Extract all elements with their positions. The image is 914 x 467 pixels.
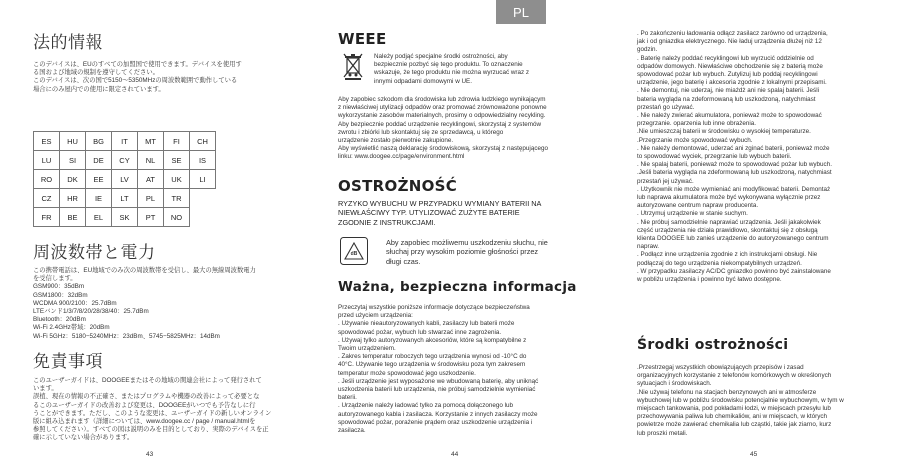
text-line: Aby wyświetlić naszą deklarację środowiskową, skorzystaj z następującego [338, 145, 548, 153]
text-line: bezpiecznie pozbyć się tego produktu. To oznaczenie [374, 61, 523, 69]
list-item: . Podłącz inne urządzenia zgodnie z ich instrukcjami obsługi. Nie [637, 251, 818, 259]
table-row [34, 208, 216, 227]
text-line: 場合にのみ屋内での使用に限定されています。 [33, 85, 165, 93]
text-line: ZGODNIE Z INSTRUKCJAMI. [338, 217, 436, 227]
legal-info-text [33, 61, 283, 94]
text-line: 版に組み込まれます（詳細については、www.doogee.cc / page / manual.htmlを [33, 418, 256, 426]
country-code: LI [190, 170, 216, 189]
country-code: SE [164, 151, 190, 170]
list-item: urządzenie, jego baterię i akcesoria zgodnie z lokalnymi przepisami. [637, 79, 827, 87]
list-item: napraw. [637, 243, 660, 251]
text-line: このデバイスは、次の国で5150〜5350MHzの周波数範囲で動作している [33, 77, 238, 85]
weee-title: WEEE [338, 30, 387, 48]
list-item: . Nie spalaj baterii, ponieważ może to spowodować pożar lub wybuch. [637, 161, 832, 169]
text-line: を受信します。 [33, 275, 77, 283]
hearing-text [386, 238, 586, 266]
country-code: FR [34, 208, 60, 227]
country-code: PL [138, 189, 164, 208]
text-line: wskazuje, że tego produktu nie można wyrzucać wraz z [374, 69, 530, 77]
page-number: 43 [146, 451, 154, 458]
text-line: GSM1800：32dBm [33, 291, 88, 299]
text-line: spowodować pożar, wybuch lub stwarzać inne zagrożenia. [338, 328, 502, 336]
list-item: lub naprawa akumulatora może być wykonywana wyłącznie przez [637, 194, 821, 202]
country-code: LT [112, 189, 138, 208]
text-line: organizacyjnych korzystanie z telefonów komórkowych w określonych [637, 372, 832, 380]
list-item: . Utrzymuj urządzenie w stanie suchym. [637, 210, 748, 218]
country-code: CY [112, 151, 138, 170]
list-item: w pobliżu urządzenia i powinno być łatwo dostępne. [637, 276, 782, 284]
text-line: うことができます。ただし、このような変更は、ユーザーガイドの新しいオンライン [33, 409, 272, 417]
battery-safety-list [637, 30, 877, 284]
table-row [34, 132, 216, 151]
srodki-title: Środki ostrożności [637, 337, 789, 353]
list-item: . W przypadku zasilaczy AC/DC gniazdko powinno być zainstalowane [637, 267, 831, 275]
text-line: る国および地域の規制を遵守してください。 [33, 69, 159, 77]
table-row [34, 189, 216, 208]
text-line: Przeczytaj wszystkie poniższe informacje dotyczące bezpieczeństwa [338, 304, 530, 311]
country-code: HR [60, 189, 86, 208]
text-line: . Używanie nieautoryzowanych kabli, zasilaczy lub baterii może [338, 320, 515, 328]
list-item: jak i od gniazdka elektrycznego. Nie ładuj urządzenia dłużej niż 12 [637, 38, 822, 46]
text-line: .Przestrzegaj wszystkich obowiązujących przepisów i zasad [637, 364, 804, 371]
list-item: .Przegrzanie może spowodować wybuch. [637, 136, 753, 144]
text-line: wykorzystanie zasobów materialnych, prosimy o odpowiedzialny recykling. [338, 112, 546, 120]
text-line: urządzenie zostało pierwotnie zakupione. [338, 137, 454, 145]
text-line: Należy podjąć specjalne środki ostrożności, aby [374, 53, 508, 60]
text-line: 確に示していない場合があります。 [33, 434, 134, 442]
disclaimer-text [33, 377, 283, 443]
country-code: IS [190, 151, 216, 170]
language-tab: PL [496, 0, 546, 24]
country-code: CZ [34, 189, 60, 208]
text-line: RYZYKO WYBUCHU W PRZYPADKU WYMIANY BATERII NA [338, 199, 542, 208]
text-line: WCDMA 900/2100：25.7dBm [33, 299, 117, 307]
country-code: LU [34, 151, 60, 170]
text-line: このデバイスは、EUのすべての加盟国で使用できます。デバイスを使用す [33, 61, 242, 68]
list-item: . Nie należy zwierać akumulatora, ponieważ może to spowodować [637, 112, 822, 120]
country-code: DE [86, 151, 112, 170]
weee-notice [374, 53, 574, 86]
hearing-icon-label: dB [350, 251, 358, 257]
country-code-table [33, 131, 216, 227]
text-line: .Nie używaj telefonu na stacjach benzynowych ani w atmosferze [637, 388, 817, 396]
text-line: Bluetooth：20dBm [33, 316, 86, 324]
text-line: lub proszki metali. [637, 429, 688, 437]
list-item: autoryzowane centrum napraw producenta. [637, 202, 759, 210]
text-line: powietrze może zawierać chemikalia lub cząstki, takie jak ziarno, kurz [637, 421, 832, 429]
country-code: FI [164, 132, 190, 151]
text-line: temperatur może spowodować jego uszkodzenie. [338, 369, 476, 377]
text-line: długi czas. [386, 256, 421, 266]
list-item: klienta DOOGEE lub zanieś urządzenie do autoryzowanego centrum [637, 235, 829, 243]
list-item: . Nie próbuj samodzielnie naprawiać urządzenia. Jeśli jakakolwiek [637, 218, 821, 226]
country-code: NO [164, 208, 190, 227]
page-number: 44 [451, 451, 459, 458]
country-code: MT [138, 132, 164, 151]
text-line: 参照してください）。すべての図は説明のみを目的としており、実際のデバイスを正 [33, 426, 269, 434]
list-item: przestań go używać. [637, 103, 695, 111]
text-line: wybuchowej lub w pobliżu środowisku potencjalnie wybuchowym, w tym w [637, 396, 844, 404]
ostroznosc-title: OSTROŻNOŚĆ [338, 177, 458, 195]
disclaimer-title: 免責事項 [33, 352, 103, 372]
text-line: zasilacza. [338, 427, 366, 435]
empty-cell [190, 189, 216, 208]
country-code: LV [112, 170, 138, 189]
country-code: CH [190, 132, 216, 151]
environment-link[interactable]: linku: www.doogee.cc/page/environment.html [338, 153, 465, 161]
text-line: GSM900：35dBm [33, 283, 85, 291]
list-item: . Po zakończeniu ładowania odłącz zasilacz zarówno od urządzenia, [637, 30, 828, 37]
text-line: . Urządzenie należy ładować tylko za pomocą dołączonego lub [338, 402, 514, 410]
list-item: odpadów domowych. Niewłaściwe obchodzenie się z baterią może [637, 62, 823, 70]
hearing-warning-icon [340, 237, 368, 265]
list-item: . Baterię należy poddać recyklingowi lub wyrzucić oddzielnie od [637, 54, 814, 62]
crossed-bin-icon [342, 52, 364, 80]
country-code: IE [86, 189, 112, 208]
country-code: TR [164, 189, 190, 208]
text-line: Wi-Fi 5GHz：5180−5240MHz：23dBm、5745−5825MHz：14dBm [33, 332, 220, 340]
country-code: DK [60, 170, 86, 189]
text-line: この携帯電話は、EU地域でのみ次の周波数帯を受信し、最大の無線周波数電力 [33, 267, 256, 274]
text-line: このユーザーガイドは、DOOGEEまたはその地域の関連会社によって発行されて [33, 377, 262, 384]
table-row [34, 151, 216, 170]
country-code: BE [60, 208, 86, 227]
text-line: 誤植、現在の情報の不正確さ、またはプログラムや機器の改善によって必要とな [33, 393, 260, 401]
list-item: przestań jej używać. [637, 177, 694, 185]
text-line: miejscach tankowania, pod pokładami łodzi, w miejscach przesyłu lub [637, 405, 831, 413]
country-code: AT [138, 170, 164, 189]
list-item: godzin. [637, 46, 658, 54]
country-code: HU [60, 132, 86, 151]
empty-cell [190, 208, 216, 227]
text-line: LTEバンド1/3/7/8/20/28/38/40：25.7dBm [33, 308, 149, 316]
text-line: Wi-Fi 2.4GHz帯域：20dBm [33, 324, 110, 332]
srodki-text [637, 364, 877, 438]
country-code: NL [138, 151, 164, 170]
list-item: .Jeśli bateria wygląda na zdeformowaną lub uszkodzoną, natychmiast [637, 169, 832, 177]
country-code: BG [86, 132, 112, 151]
text-line: sytuacjach i środowiskach. [637, 380, 712, 388]
text-line: るこのユーザーガイドの改善および変更は、DOOGEEがいつでも予告なしに行 [33, 401, 256, 409]
text-line: słuchaj przy wysokim poziomie głośności przez [386, 247, 539, 257]
text-line: baterii. [338, 394, 357, 402]
list-item: . Nie należy demontować, uderzać ani zginać baterii, ponieważ może [637, 144, 830, 152]
list-item: . Użytkownik nie może wymieniać ani modyfikować baterii. Demontaż [637, 185, 831, 193]
text-line: przechowywania paliwa lub chemikaliów, ani w miejscach, w których [637, 413, 828, 421]
frequency-text [33, 267, 283, 341]
text-line: 40°C. Używanie tego urządzenia w środowisku poza tym zakresem [338, 361, 526, 369]
country-code: EE [86, 170, 112, 189]
text-line: Aby bezpiecznie poddać urządzenie recyklingowi, skorzystaj z systemów [338, 120, 541, 128]
ostroznosc-text [338, 199, 578, 227]
text-line: innymi odpadami domowymi w UE. [374, 77, 472, 85]
safety-text [338, 304, 578, 435]
country-code: EL [86, 208, 112, 227]
country-code: RO [34, 170, 60, 189]
list-item: .Nie umieszczaj baterii w środowisku o wysokiej temperaturze. [637, 128, 811, 136]
legal-info-title: 法的情報 [33, 33, 103, 53]
text-line: autoryzowanego kabla i zasilacza. Korzystanie z innych zasilaczy może [338, 410, 538, 418]
table-row [34, 170, 216, 189]
frequency-title: 周波数帯と電力 [33, 243, 156, 263]
text-line: Twoim urządzeniem. [338, 345, 396, 353]
text-line: います。 [33, 385, 58, 393]
text-line: zwrotu i zbiórki lub skontaktuj się ze sprzedawcą, u którego [338, 128, 504, 136]
page-number: 45 [750, 451, 758, 458]
list-item: . Nie demontuj, nie uderzaj, nie miażdż ani nie spalaj baterii. Jeśli [637, 87, 820, 95]
text-line: z niewłaściwej utylizacji odpadów oraz promować zrównoważone ponowne [338, 104, 547, 112]
text-line: przed użyciem urządzenia: [338, 312, 413, 320]
list-item: część urządzenia nie działa prawidłowo, skontaktuj się z obsługą [637, 226, 818, 234]
country-code: IT [112, 132, 138, 151]
text-line: . Używaj tylko autoryzowanych akcesoriów, które są kompatybilne z [338, 336, 527, 344]
text-line: NIEWŁAŚCIWY TYP. UTYLIZOWAĆ ZUŻYTE BATERIE [338, 208, 520, 218]
list-item: to spowodować wyciek, przegrzanie lub wybuch baterii. [637, 153, 792, 161]
country-code: PT [138, 208, 164, 227]
list-item: bateria wygląda na zdeformowaną lub uszkodzoną, natychmiast [637, 95, 816, 103]
list-item: podłączaj do tego urządzenia niekompatybilnych urządzeń. [637, 259, 802, 267]
country-code: ES [34, 132, 60, 151]
text-line: . Zakres temperatur roboczych tego urządzenia wynosi od -10°C do [338, 353, 527, 361]
safety-title: Ważna, bezpieczna informacja [338, 279, 577, 295]
text-line: Aby zapobiec możliwemu uszkodzeniu słuchu, nie [386, 238, 548, 247]
list-item: spowodować pożar lub wybuch. Zutylizuj lub poddaj recyklingowi [637, 71, 818, 79]
text-line: . Jeśli urządzenie jest wyposażone we wbudowaną baterię, aby uniknąć [338, 377, 539, 385]
country-code: SI [60, 151, 86, 170]
list-item: przegrzanie. oparzenia lub inne obrażenia. [637, 120, 757, 128]
weee-text [338, 96, 578, 162]
text-line: Aby zapobiec szkodom dla środowiska lub zdrowia ludzkiego wynikającym [338, 96, 546, 103]
country-code: SK [112, 208, 138, 227]
country-code: UK [164, 170, 190, 189]
text-line: spowodować pożar, porażenie prądem oraz uszkodzenie urządzenia i [338, 418, 533, 426]
text-line: uszkodzenia baterii lub urządzenia, nie próbuj samodzielnie wymieniać [338, 386, 536, 394]
